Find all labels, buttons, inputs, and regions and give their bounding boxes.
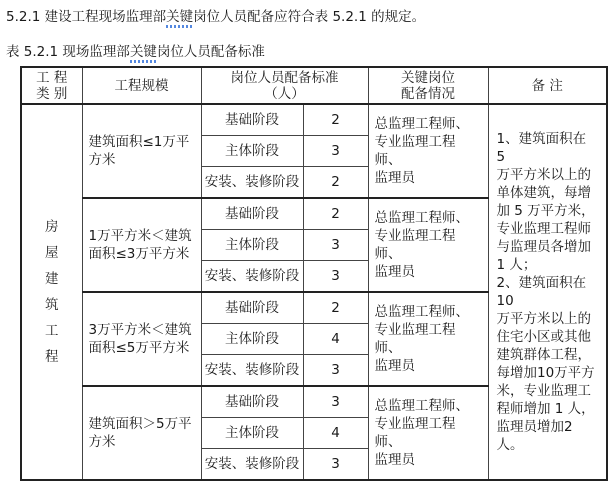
text-line: 专业监理工程师 xyxy=(496,221,591,237)
text-line: 专业监理工程师、 xyxy=(374,416,456,450)
key-roles-cell xyxy=(368,386,488,480)
key-roles-cell xyxy=(368,198,488,292)
text-line: 米，专业监理工 xyxy=(496,383,591,399)
text-line: 监理员 xyxy=(374,358,415,374)
stage-name: 基础阶段 xyxy=(201,386,303,418)
spellcheck-underline: 关键 xyxy=(166,9,194,25)
text-line: 1万平方米＜建筑 xyxy=(88,228,192,244)
text-line: 万平方米以上的 xyxy=(496,311,591,327)
text-line: 万平方米以上的 xyxy=(496,167,591,183)
text-line: 面积≤3万平方米 xyxy=(88,246,190,262)
category-cell xyxy=(21,104,82,480)
stage-name: 安装、装修阶段 xyxy=(201,261,303,293)
scale-cell xyxy=(82,104,201,198)
category-char: 建 xyxy=(45,271,59,287)
text-line: 与监理员各增加 xyxy=(496,239,591,255)
staff-count: 2 xyxy=(303,292,368,324)
staff-count: 2 xyxy=(303,167,368,199)
staffing-table xyxy=(20,66,608,481)
staff-count: 4 xyxy=(303,418,368,449)
text-line: 2、建筑面积在 10 xyxy=(496,275,587,309)
stage-name: 安装、装修阶段 xyxy=(201,167,303,199)
staff-count: 2 xyxy=(303,104,368,136)
text-line: 总监理工程师、 xyxy=(374,304,469,320)
text-line: 专业监理工程师、 xyxy=(374,322,456,356)
stage-name: 主体阶段 xyxy=(201,230,303,261)
header-key-roles: 关键岗位 配备情况 xyxy=(368,67,488,104)
staff-count: 3 xyxy=(303,386,368,418)
stage-name: 基础阶段 xyxy=(201,198,303,230)
text-line: 方米 xyxy=(88,434,116,450)
staff-count: 2 xyxy=(303,198,368,230)
stage-name: 主体阶段 xyxy=(201,324,303,355)
staff-count: 4 xyxy=(303,324,368,355)
stage-name: 基础阶段 xyxy=(201,104,303,136)
header-scale: 工程规模 xyxy=(82,67,201,104)
text-line: 建筑面积＞5万平 xyxy=(88,416,192,432)
key-roles-cell xyxy=(368,292,488,386)
stage-name: 基础阶段 xyxy=(201,292,303,324)
text-line: 建筑群体工程， xyxy=(496,347,591,363)
text-line: 3万平方米＜建筑 xyxy=(88,322,192,338)
text-line: 1 人； xyxy=(496,257,537,273)
remark-cell xyxy=(488,104,607,480)
text-line: 总监理工程师、 xyxy=(374,398,469,414)
text-line: 监理员增加2人。 xyxy=(496,419,573,453)
staff-count: 3 xyxy=(303,261,368,293)
scale-cell xyxy=(82,198,201,292)
text-line: 1、建筑面积在 5 xyxy=(496,131,587,165)
staff-count: 3 xyxy=(303,355,368,387)
text-line: 加 5 万平方米， xyxy=(496,203,595,219)
category-char: 屋 xyxy=(45,245,59,261)
key-roles-cell xyxy=(368,104,488,198)
staff-count: 3 xyxy=(303,230,368,261)
text-line: 监理员 xyxy=(374,170,415,186)
stage-name: 主体阶段 xyxy=(201,418,303,449)
category-char: 工 xyxy=(45,323,59,339)
spellcheck-underline: 关键 xyxy=(129,44,157,60)
text-line: 建筑面积≤1万平 xyxy=(88,134,190,150)
text-line: 专业监理工程师、 xyxy=(374,134,456,168)
text-line: 总监理工程师、 xyxy=(374,210,469,226)
table-caption: 表 5.2.1 现场监理部关键岗位人员配备标准 xyxy=(6,44,265,60)
staff-count: 3 xyxy=(303,449,368,481)
text-line: 专业监理工程师、 xyxy=(374,228,456,262)
text-line: 总监理工程师、 xyxy=(374,116,469,132)
stage-name: 安装、装修阶段 xyxy=(201,355,303,387)
header-standard: 岗位人员配备标准 （人） xyxy=(201,67,368,104)
text-line: 单体建筑，每增 xyxy=(496,185,591,201)
text-line: 监理员 xyxy=(374,452,415,468)
category-char: 程 xyxy=(45,349,59,365)
text-line: 每增加10万平方 xyxy=(496,365,595,381)
scale-cell xyxy=(82,386,201,480)
header-type: 工 程 类 别 xyxy=(21,67,82,104)
scale-cell xyxy=(82,292,201,386)
table-header-row xyxy=(21,67,607,104)
clause-text: 5.2.1 建设工程现场监理部关键岗位人员配备应符合表 5.2.1 的规定。 xyxy=(6,9,426,25)
text-line: 住宅小区或其他 xyxy=(496,329,591,345)
category-char: 房 xyxy=(45,219,59,235)
table-row xyxy=(21,104,607,136)
text-line: 程师增加 1 人， xyxy=(496,401,595,417)
header-remark: 备 注 xyxy=(488,67,607,104)
staff-count: 3 xyxy=(303,136,368,167)
text-line: 面积≤5万平方米 xyxy=(88,340,190,356)
category-char: 筑 xyxy=(45,297,59,313)
text-line: 方米 xyxy=(88,152,116,168)
text-line: 监理员 xyxy=(374,264,415,280)
stage-name: 安装、装修阶段 xyxy=(201,449,303,481)
stage-name: 主体阶段 xyxy=(201,136,303,167)
